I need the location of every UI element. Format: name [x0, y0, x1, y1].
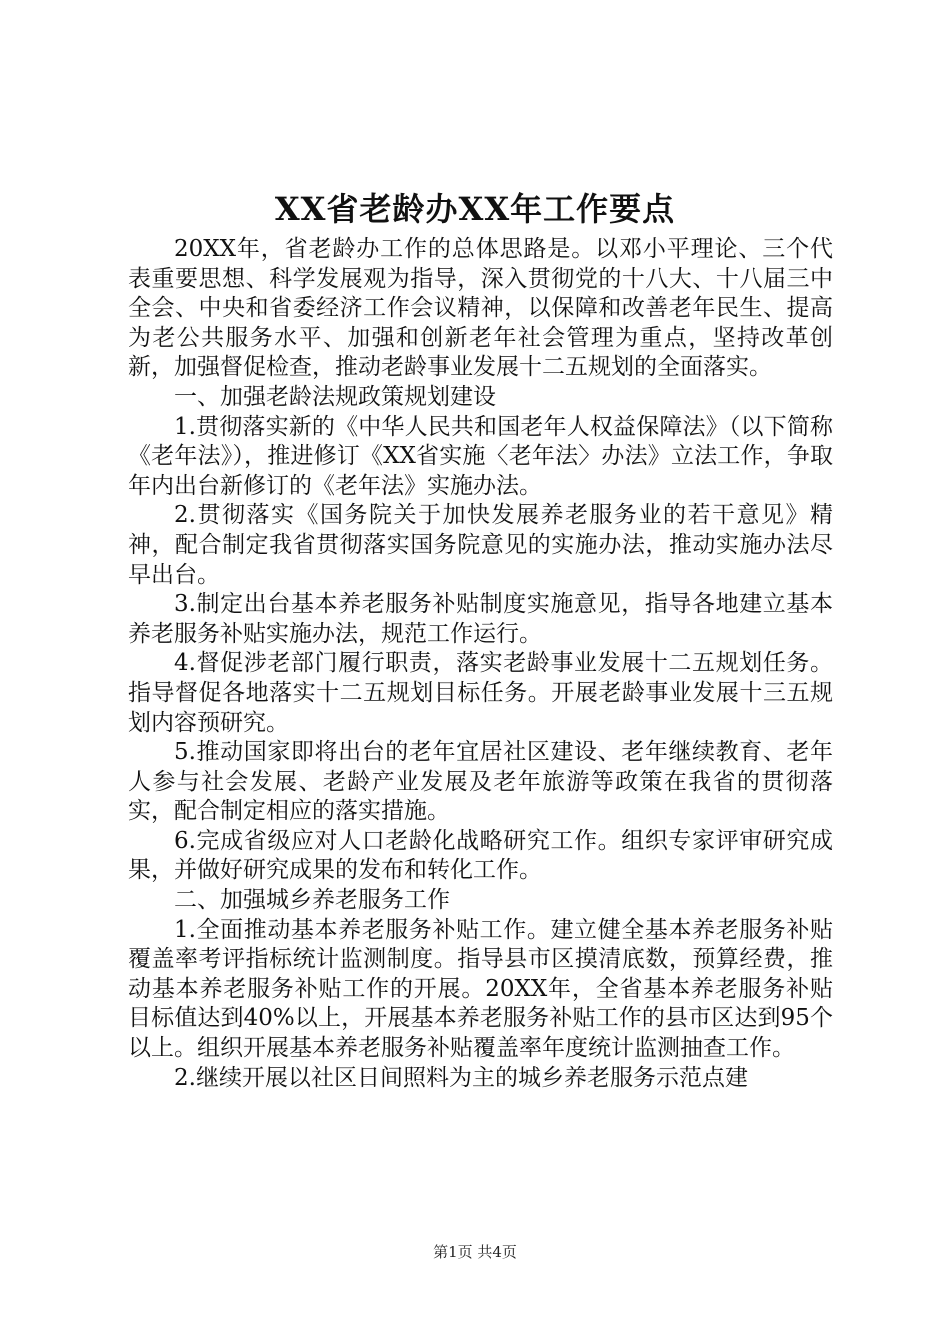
document-body — [128, 235, 833, 1093]
document-title: XX省老龄办XX年工作要点 — [274, 190, 676, 228]
paragraph-2-1: 1.全面推动基本养老服务补贴工作。建立健全基本养老服务补贴覆盖率考评指标统计监测制度。指导县市区摸清底数，预算经费，推动基本养老服务补贴工作的开展。20XX年，全省基本养老服务补贴目标值达到40%以上，开展基本养老服务补贴工作的县市区达到95个以上。组织开展基本养老服务补贴覆盖率年度统计监测抽查工作。 — [128, 916, 833, 1062]
section-heading-1: 一、加强老龄法规政策规划建设 — [174, 383, 496, 410]
paragraph-1-3: 3.制定出台基本养老服务补贴制度实施意见，指导各地建立基本养老服务补贴实施办法，规范工作运行。 — [128, 591, 833, 647]
paragraph-1-6: 6.完成省级应对人口老龄化战略研究工作。组织专家评审研究成果，并做好研究成果的发布和转化工作。 — [128, 827, 833, 884]
paragraph-1-1: 1.贯彻落实新的《中华人民共和国老年人权益保障法》（以下简称《老年法》），推进修订《XX省实施〈老年法〉办法》立法工作，争取年内出台新修订的《老年法》实施办法。 — [128, 413, 833, 499]
page-footer: 第1页 共4页 — [433, 1243, 517, 1261]
paragraph-1-5: 5.推动国家即将出台的老年宜居社区建设、老年继续教育、老年人参与社会发展、老龄产业发展及老年旅游等政策在我省的贯彻落实，配合制定相应的落实措施。 — [128, 739, 833, 825]
paragraph-2-2: 2.继续开展以社区日间照料为主的城乡养老服务示范点建 — [174, 1064, 748, 1091]
paragraph-intro: 20XX年，省老龄办工作的总体思路是。以邓小平理论、三个代表重要思想、科学发展观为指导，深入贯彻党的十八大、十八届三中全会、中央和省委经济工作会议精神，以保障和改善老年民生、提高为老公共服务水平、加强和创新老年社会管理为重点，坚持改革创新，加强督促检查，推动老龄事业发展十二五规划的全面落实。 — [128, 236, 833, 381]
paragraph-1-4: 4.督促涉老部门履行职责，落实老龄事业发展十二五规划任务。指导督促各地落实十二五规划目标任务。开展老龄事业发展十三五规划内容预研究。 — [128, 650, 833, 736]
section-heading-2: 二、加强城乡养老服务工作 — [174, 887, 450, 914]
paragraph-1-2: 2.贯彻落实《国务院关于加快发展养老服务业的若干意见》精神，配合制定我省贯彻落实国务院意见的实施办法，推动实施办法尽早出台。 — [128, 502, 833, 588]
